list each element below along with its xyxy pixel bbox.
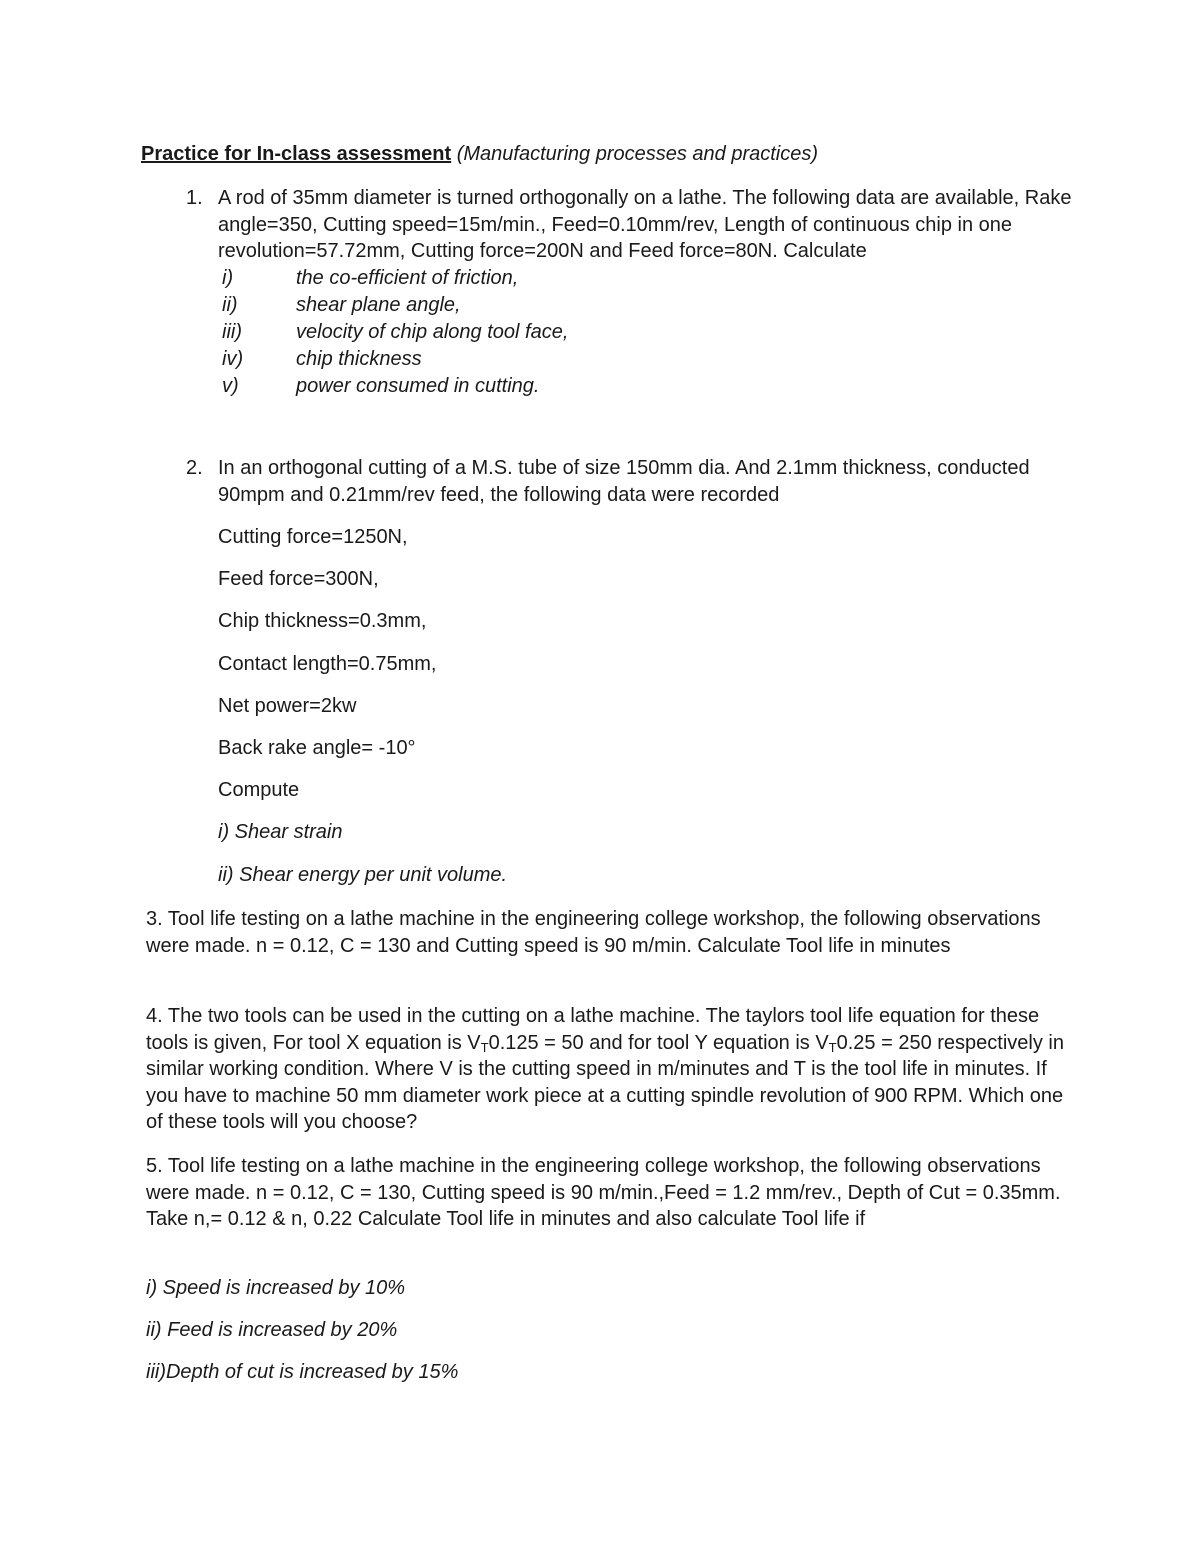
question-4-text-b: 0.125 = 50 and for tool Y equation is V bbox=[488, 1031, 829, 1054]
data-line-net-power: Net power=2kw bbox=[218, 694, 357, 717]
question-4-text-c: 0.25 = 250 respectively in similar working condition. Where V is the cutting speed in m/minutes and T is the tool life in minutes. If you have to machine 50 mm diameter work piece at a cutting spindle revolution of 900 RPM. Which one of these tools will you choose? bbox=[146, 1031, 1064, 1133]
question-1-parts bbox=[218, 265, 1086, 400]
question-5-part-3: iii)Depth of cut is increased by 15% bbox=[146, 1361, 459, 1384]
part-text: velocity of chip along tool face, bbox=[296, 320, 569, 343]
subscript-t: T bbox=[480, 1039, 489, 1055]
question-1-text: A rod of 35mm diameter is turned orthogonally on a lathe. The following data are available, Rake angle=350, Cutting speed=15m/min., Feed=0.10mm/rev, Length of continuous chip in one revolution=57.72mm, Cutting force=200N and Feed force=80N. Calculate bbox=[218, 187, 1072, 262]
question-5-parts bbox=[146, 1275, 1046, 1402]
question-1 bbox=[186, 185, 1086, 400]
list-item bbox=[218, 265, 1086, 292]
question-4-text bbox=[146, 1003, 1066, 1136]
part-numeral: iv) bbox=[222, 347, 244, 370]
part-numeral: v) bbox=[222, 374, 239, 397]
question-2-part-2: ii) Shear energy per unit volume. bbox=[218, 863, 508, 886]
list-item bbox=[218, 373, 1086, 400]
part-numeral: i) bbox=[222, 266, 234, 289]
data-line-compute: Compute bbox=[218, 779, 300, 802]
question-2-part-1: i) Shear strain bbox=[218, 821, 343, 844]
title-main: Practice for In-class assessment bbox=[141, 143, 452, 165]
data-line-back-rake-angle: Back rake angle= -10° bbox=[218, 736, 416, 759]
question-5-text: 5. Tool life testing on a lathe machine in the engineering college workshop, the following observations were made. n = 0.12, C = 130, Cutting speed is 90 m/min.,Feed = 1.2 mm/rev., Depth of Cut = 0.35mm. Take n,= 0.12 & n, 0.22 Calculate Tool life in minutes and also calculate Tool life if bbox=[146, 1155, 1061, 1230]
question-4-text-a: 4. The two tools can be used in the cutting on a lathe machine. The taylors tool life equation for these tools is given, For tool X equation is V bbox=[146, 1005, 1040, 1054]
part-numeral: ii) bbox=[222, 293, 238, 316]
question-2-number: 2. bbox=[186, 457, 203, 479]
data-line-feed-force: Feed force=300N, bbox=[218, 568, 379, 591]
subscript-t: T bbox=[828, 1039, 837, 1055]
part-numeral: iii) bbox=[222, 320, 242, 343]
page-title bbox=[141, 141, 1101, 168]
part-text: the co-efficient of friction, bbox=[296, 266, 519, 289]
list-item bbox=[218, 346, 1086, 373]
data-line-cutting-force: Cutting force=1250N, bbox=[218, 526, 408, 548]
question-5-part-2: ii) Feed is increased by 20% bbox=[146, 1319, 398, 1342]
list-item bbox=[218, 319, 1086, 346]
data-line-chip-thickness: Chip thickness=0.3mm, bbox=[218, 610, 427, 633]
title-subtitle: (Manufacturing processes and practices) bbox=[456, 143, 819, 165]
data-line-contact-length: Contact length=0.75mm, bbox=[218, 652, 437, 675]
part-text: shear plane angle, bbox=[296, 293, 461, 316]
question-1-number: 1. bbox=[186, 187, 203, 209]
question-5-part-1: i) Speed is increased by 10% bbox=[146, 1277, 406, 1299]
part-text: chip thickness bbox=[296, 347, 422, 370]
question-2 bbox=[186, 455, 1086, 508]
question-2-text: In an orthogonal cutting of a M.S. tube of size 150mm dia. And 2.1mm thickness, conducted 90mpm and 0.21mm/rev feed, the following data were recorded bbox=[218, 457, 1030, 506]
list-item bbox=[218, 292, 1086, 319]
part-text: power consumed in cutting. bbox=[296, 374, 540, 397]
question-3-text: 3. Tool life testing on a lathe machine in the engineering college workshop, the following observations were made. n = 0.12, C = 130 and Cutting speed is 90 m/min. Calculate Tool life in minutes bbox=[146, 908, 1041, 957]
question-2-data bbox=[218, 524, 1078, 904]
